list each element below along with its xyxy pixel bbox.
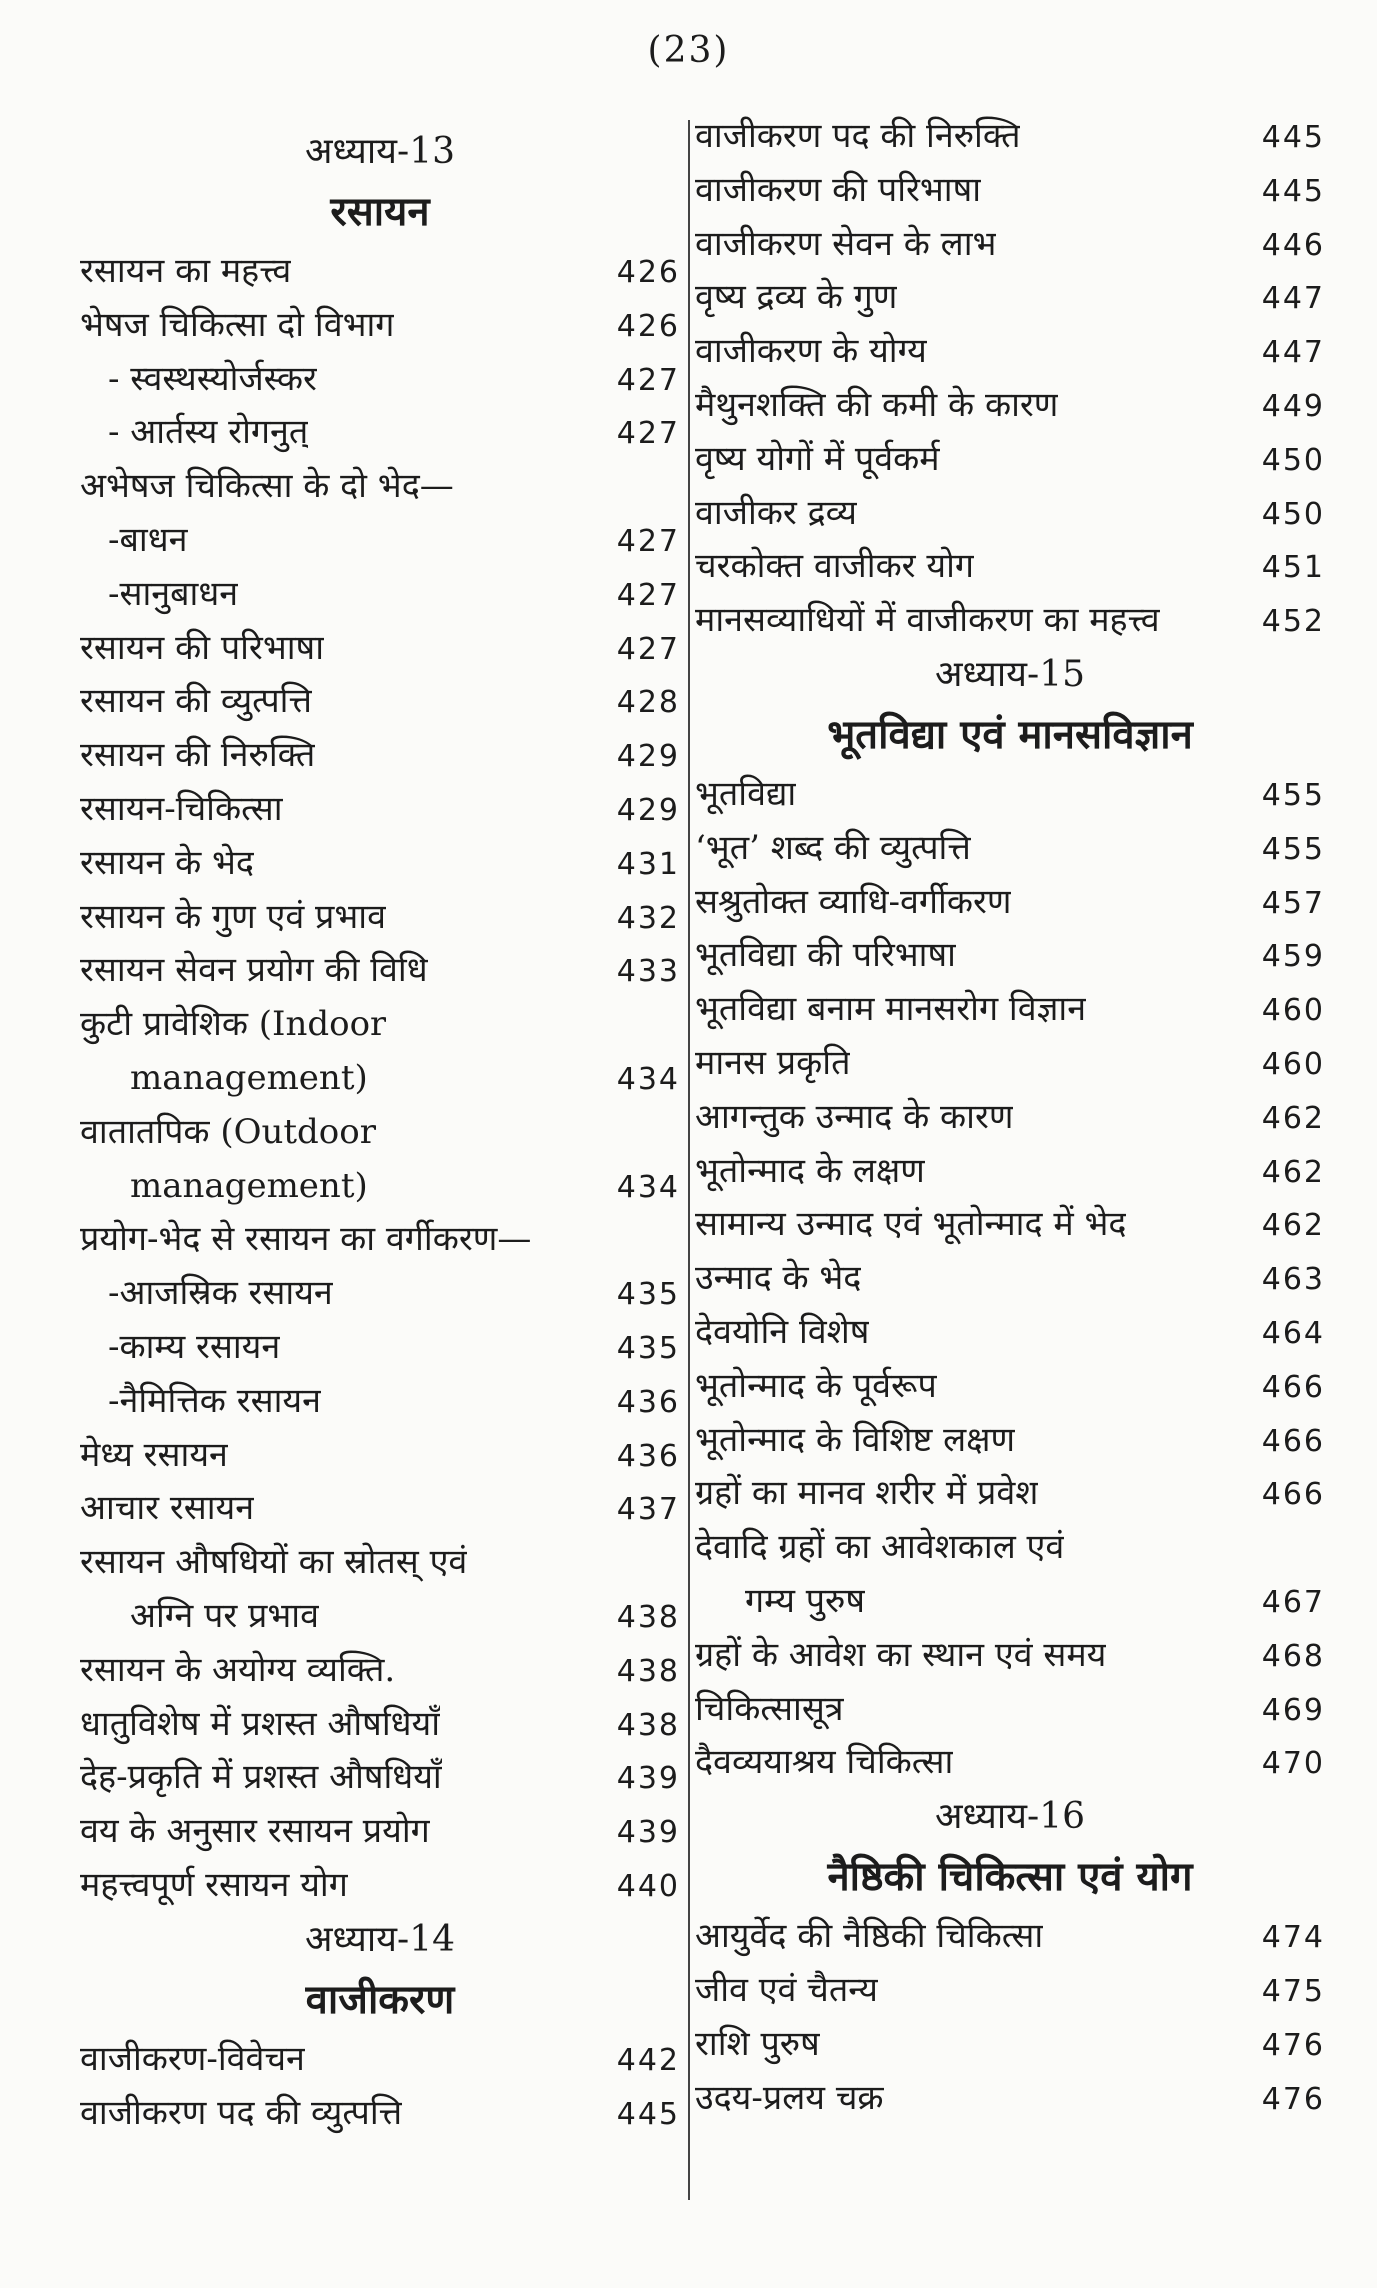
toc-entry bbox=[695, 1145, 1325, 1199]
toc-entry bbox=[695, 1910, 1325, 1964]
toc-entry bbox=[80, 1375, 680, 1429]
toc-entry-page: 466 bbox=[1261, 1369, 1325, 1405]
toc-entry-page: 445 bbox=[1261, 120, 1325, 155]
toc-entry-label: भूतोन्माद के पूर्वरूप bbox=[695, 1365, 937, 1406]
toc-entry-page: 474 bbox=[1261, 1920, 1325, 1956]
toc-entry-page: 433 bbox=[616, 954, 680, 990]
toc-entry-page: 435 bbox=[616, 1277, 680, 1313]
toc-entry-label: वाजीकरण की परिभाषा bbox=[695, 169, 982, 210]
toc-entry bbox=[695, 1037, 1325, 1091]
column-divider bbox=[688, 120, 690, 2200]
toc-entry bbox=[80, 1698, 680, 1752]
toc-entry-page: 439 bbox=[616, 1761, 680, 1797]
toc-entry-page: 462 bbox=[1261, 1100, 1325, 1136]
toc-entry bbox=[80, 1859, 680, 1913]
toc-entry-label: वाजीकरण के योग्य bbox=[695, 331, 927, 372]
toc-entry bbox=[80, 891, 680, 945]
chapter-13-entries bbox=[80, 245, 680, 1913]
toc-entry-label: management) bbox=[130, 1165, 368, 1206]
toc-entry-label: आचार रसायन bbox=[80, 1488, 255, 1529]
toc-entry-label: मेध्य रसायन bbox=[80, 1434, 228, 1475]
toc-entry-page: 466 bbox=[1261, 1423, 1325, 1459]
toc-entry bbox=[695, 768, 1325, 822]
toc-entry-page: 475 bbox=[1261, 1973, 1325, 2009]
toc-entry-page: 426 bbox=[616, 255, 680, 290]
toc-entry bbox=[80, 406, 680, 460]
toc-entry-label: रसायन औषधियों का स्रोतस् एवं bbox=[80, 1542, 468, 1583]
toc-entry bbox=[80, 675, 680, 729]
toc-entry-page: 436 bbox=[616, 1384, 680, 1420]
toc-entry-page: 426 bbox=[616, 308, 680, 344]
toc-entry-label: -नैमित्तिक रसायन bbox=[108, 1380, 322, 1421]
toc-entry-page: 451 bbox=[1261, 550, 1325, 586]
toc-entry-page: 446 bbox=[1261, 227, 1325, 263]
toc-entry-page: 476 bbox=[1261, 2027, 1325, 2063]
toc-entry bbox=[695, 2072, 1325, 2126]
toc-entry-page: 450 bbox=[1261, 496, 1325, 532]
toc-entry bbox=[80, 1213, 680, 1267]
toc-entry-page: 460 bbox=[1261, 993, 1325, 1029]
toc-entry bbox=[695, 1091, 1325, 1145]
toc-entry-page: 447 bbox=[1261, 281, 1325, 317]
chapter-15-entries bbox=[695, 768, 1325, 1790]
toc-entry-page: 455 bbox=[1261, 777, 1325, 813]
toc-entry bbox=[80, 1106, 680, 1160]
toc-entry-label: उन्माद के भेद bbox=[695, 1258, 862, 1299]
toc-entry-label: धातुविशेष में प्रशस्त औषधियाँ bbox=[80, 1703, 441, 1744]
toc-entry-page: 470 bbox=[1261, 1746, 1325, 1782]
toc-entry-page: 447 bbox=[1261, 335, 1325, 371]
toc-entry-label: दैवव्ययाश्रय चिकित्सा bbox=[695, 1742, 954, 1783]
toc-entry-page: 462 bbox=[1261, 1154, 1325, 1190]
chapter-13-number: अध्याय-13 bbox=[304, 131, 456, 172]
toc-entry bbox=[695, 1683, 1325, 1737]
toc-entry bbox=[80, 245, 680, 299]
toc-entry bbox=[80, 514, 680, 568]
toc-entry bbox=[80, 2033, 680, 2087]
toc-entry bbox=[695, 379, 1325, 433]
toc-entry-label: गम्य पुरुष bbox=[745, 1580, 866, 1621]
toc-entry-page: 457 bbox=[1261, 885, 1325, 921]
toc-entry bbox=[695, 1306, 1325, 1360]
toc-entry-label: रसायन का महत्त्व bbox=[80, 251, 292, 291]
toc-entry-label: अग्नि पर प्रभाव bbox=[130, 1595, 319, 1636]
toc-entry-page: 476 bbox=[1261, 2081, 1325, 2117]
toc-entry-label: भेषज चिकित्सा दो विभाग bbox=[80, 304, 395, 345]
toc-entry-label: रसायन की परिभाषा bbox=[80, 627, 325, 668]
toc-entry-label: चिकित्सासूत्र bbox=[695, 1688, 844, 1729]
toc-entry-label: रसायन की व्युत्पत्ति bbox=[80, 681, 312, 722]
toc-entry-label: राशि पुरुष bbox=[695, 2023, 820, 2064]
toc-entry-label: आयुर्वेद की नैष्ठिकी चिकित्सा bbox=[695, 1916, 1044, 1957]
toc-entry bbox=[80, 1482, 680, 1536]
chapter-14-entries bbox=[80, 2033, 680, 2141]
toc-entry-page: 438 bbox=[616, 1707, 680, 1743]
toc-entry bbox=[695, 487, 1325, 541]
toc-entry bbox=[695, 110, 1325, 164]
toc-entry bbox=[80, 2087, 680, 2141]
toc-entry-label: मानसव्याधियों में वाजीकरण का महत्त्व bbox=[695, 600, 1160, 641]
toc-entry-label: रसायन के अयोग्य व्यक्ति. bbox=[80, 1649, 396, 1690]
toc-entry-page: 466 bbox=[1261, 1477, 1325, 1513]
toc-entry bbox=[80, 729, 680, 783]
toc-entry-label: महत्त्वपूर्ण रसायन योग bbox=[80, 1864, 348, 1905]
toc-entry-label: भूतविद्या की परिभाषा bbox=[695, 935, 956, 976]
chapter-15-title: भूतविद्या एवं मानसविज्ञान bbox=[827, 710, 1193, 758]
toc-entry-page: 437 bbox=[616, 1492, 680, 1528]
toc-entry-label: ग्रहों के आवेश का स्थान एवं समय bbox=[695, 1634, 1107, 1675]
toc-entry bbox=[80, 1321, 680, 1375]
toc-entry-page: 445 bbox=[616, 2096, 680, 2132]
toc-entry-page: 467 bbox=[1261, 1584, 1325, 1620]
toc-entry-label: मैथुनशक्ति की कमी के कारण bbox=[695, 384, 1059, 425]
toc-entry bbox=[80, 998, 680, 1052]
toc-entry-label: देह-प्रकृति में प्रशस्त औषधियाँ bbox=[80, 1757, 442, 1798]
toc-entry-page: 439 bbox=[616, 1815, 680, 1851]
toc-entry bbox=[695, 540, 1325, 594]
toc-entry-label: वृष्य द्रव्य के गुण bbox=[695, 277, 898, 318]
toc-entry bbox=[80, 1751, 680, 1805]
toc-entry bbox=[695, 1521, 1325, 1575]
toc-entry-label: अभेषज चिकित्सा के दो भेद— bbox=[80, 466, 454, 507]
toc-entry-page: 438 bbox=[616, 1653, 680, 1689]
toc-entry-label: भूतोन्माद के विशिष्ट लक्षण bbox=[695, 1419, 1016, 1460]
toc-entry-page: 440 bbox=[616, 1868, 680, 1904]
toc-entry bbox=[695, 1360, 1325, 1414]
toc-entry bbox=[695, 1575, 1325, 1629]
toc-entry-label: रसायन के गुण एवं प्रभाव bbox=[80, 896, 387, 937]
toc-entry bbox=[695, 1252, 1325, 1306]
toc-entry-page: 428 bbox=[616, 685, 680, 721]
toc-entry bbox=[80, 1805, 680, 1859]
toc-entry bbox=[80, 460, 680, 514]
toc-entry-label: भूतविद्या बनाम मानसरोग विज्ञान bbox=[695, 989, 1087, 1030]
toc-entry-page: 450 bbox=[1261, 442, 1325, 478]
chapter-14-entries-continued bbox=[695, 110, 1325, 648]
toc-entry-page: 455 bbox=[1261, 831, 1325, 867]
toc-entry bbox=[80, 1429, 680, 1483]
toc-entry-page: 460 bbox=[1261, 1046, 1325, 1082]
toc-entry bbox=[80, 568, 680, 622]
toc-entry-label: रसायन के भेद bbox=[80, 842, 254, 883]
toc-entry-label: देवादि ग्रहों का आवेशकाल एवं bbox=[695, 1527, 1065, 1568]
chapter-14-title: वाजीकरण bbox=[305, 1975, 455, 2023]
toc-entry-page: 429 bbox=[616, 792, 680, 828]
toc-entry bbox=[695, 594, 1325, 648]
toc-entry-page: 445 bbox=[1261, 173, 1325, 209]
toc-entry-page: 429 bbox=[616, 739, 680, 775]
toc-entry-label: वृष्य योगों में पूर्वकर्म bbox=[695, 438, 940, 479]
toc-entry-label: वातातपिक (Outdoor bbox=[80, 1111, 376, 1152]
toc-entry-page: 438 bbox=[616, 1599, 680, 1635]
toc-entry bbox=[695, 822, 1325, 876]
toc-entry bbox=[80, 299, 680, 353]
toc-entry bbox=[695, 218, 1325, 272]
toc-entry-label: भूतोन्माद के लक्षण bbox=[695, 1150, 925, 1191]
toc-entry-page: 434 bbox=[616, 1169, 680, 1205]
toc-entry bbox=[695, 2018, 1325, 2072]
toc-entry-label: सामान्य उन्माद एवं भूतोन्माद में भेद bbox=[695, 1204, 1127, 1245]
toc-entry-page: 462 bbox=[1261, 1208, 1325, 1244]
toc-entry bbox=[695, 929, 1325, 983]
toc-entry bbox=[695, 325, 1325, 379]
toc-entry bbox=[695, 164, 1325, 218]
toc-entry bbox=[80, 353, 680, 407]
toc-entry bbox=[695, 271, 1325, 325]
toc-entry bbox=[695, 433, 1325, 487]
toc-entry-label: सश्रुतोक्त व्याधि-वर्गीकरण bbox=[695, 881, 1012, 922]
toc-entry-label: -काम्य रसायन bbox=[108, 1326, 281, 1367]
toc-entry-page: 427 bbox=[616, 631, 680, 667]
toc-entry-label: वाजीकरण पद की निरुक्ति bbox=[695, 116, 1021, 156]
toc-entry bbox=[80, 1590, 680, 1644]
toc-entry-label: भूतविद्या bbox=[695, 773, 797, 814]
toc-entry-page: 468 bbox=[1261, 1638, 1325, 1674]
toc-entry-page: 464 bbox=[1261, 1315, 1325, 1351]
toc-entry-label: वाजीकरण-विवेचन bbox=[80, 2038, 305, 2079]
toc-entry-label: वाजीकरण सेवन के लाभ bbox=[695, 223, 997, 264]
toc-entry-label: जीव एवं चैतन्य bbox=[695, 1969, 878, 2010]
toc-entry-label: -सानुबाधन bbox=[108, 573, 239, 614]
toc-entry-page: 469 bbox=[1261, 1692, 1325, 1728]
toc-entry-label: management) bbox=[130, 1057, 368, 1098]
chapter-14-number: अध्याय-14 bbox=[304, 1918, 456, 1960]
toc-entry-page: 431 bbox=[616, 846, 680, 882]
toc-entry-label: उदय-प्रलय चक्र bbox=[695, 2077, 884, 2118]
chapter-16-entries bbox=[695, 1910, 1325, 2125]
chapter-15-number: अध्याय-15 bbox=[934, 653, 1086, 695]
toc-entry bbox=[695, 876, 1325, 930]
toc-entry-label: मानस प्रकृति bbox=[695, 1042, 851, 1083]
toc-entry bbox=[80, 1536, 680, 1590]
toc-entry-page: 435 bbox=[616, 1330, 680, 1366]
toc-entry bbox=[695, 1467, 1325, 1521]
toc-entry-page: 427 bbox=[616, 523, 680, 559]
toc-entry-label: रसायन-चिकित्सा bbox=[80, 788, 283, 829]
toc-entry-page: 427 bbox=[616, 577, 680, 613]
toc-entry bbox=[80, 944, 680, 998]
toc-entry-label: देवयोनि विशेष bbox=[695, 1311, 870, 1352]
toc-entry bbox=[695, 1198, 1325, 1252]
toc-entry-label: आगन्तुक उन्माद के कारण bbox=[695, 1096, 1014, 1137]
page-number: (23) bbox=[647, 30, 730, 71]
toc-entry bbox=[80, 837, 680, 891]
toc-entry-page: 452 bbox=[1261, 604, 1325, 640]
toc-entry-label: -आजस्रिक रसायन bbox=[108, 1273, 333, 1314]
left-column bbox=[80, 125, 680, 2140]
toc-entry-page: 432 bbox=[616, 900, 680, 936]
toc-entry bbox=[80, 1052, 680, 1106]
toc-entry-page: 463 bbox=[1261, 1262, 1325, 1298]
chapter-16-title: नैष्ठिकी चिकित्सा एवं योग bbox=[827, 1853, 1193, 1901]
toc-entry bbox=[695, 1736, 1325, 1790]
toc-entry-page: 436 bbox=[616, 1438, 680, 1474]
toc-entry bbox=[80, 622, 680, 676]
toc-entry-page: 427 bbox=[616, 362, 680, 398]
toc-entry-label: वाजीकर द्रव्य bbox=[695, 492, 857, 533]
toc-entry bbox=[80, 1267, 680, 1321]
toc-entry bbox=[695, 1629, 1325, 1683]
toc-entry-label: कुटी प्रावेशिक (Indoor bbox=[80, 1004, 387, 1045]
toc-entry-label: प्रयोग-भेद से रसायन का वर्गीकरण— bbox=[80, 1219, 532, 1260]
toc-entry bbox=[80, 783, 680, 837]
toc-entry bbox=[80, 1160, 680, 1214]
toc-entry bbox=[695, 983, 1325, 1037]
toc-entry bbox=[80, 1644, 680, 1698]
toc-entry-label: चरकोक्त वाजीकर योग bbox=[695, 546, 975, 587]
toc-entry-label: वय के अनुसार रसायन प्रयोग bbox=[80, 1811, 430, 1852]
toc-entry-page: 442 bbox=[616, 2042, 680, 2078]
toc-entry-label: रसायन की निरुक्ति bbox=[80, 735, 316, 776]
toc-entry-label: ग्रहों का मानव शरीर में प्रवेश bbox=[695, 1473, 1039, 1514]
toc-entry-label: - आर्तस्य रोगनुत् bbox=[108, 412, 309, 453]
chapter-13-title: रसायन bbox=[330, 188, 430, 235]
chapter-16-number: अध्याय-16 bbox=[934, 1796, 1086, 1838]
toc-entry-page: 427 bbox=[616, 416, 680, 452]
toc-entry-label: ‘भूत’ शब्द की व्युत्पत्ति bbox=[695, 827, 971, 868]
toc-entry-page: 459 bbox=[1261, 939, 1325, 975]
toc-entry-label: रसायन सेवन प्रयोग की विधि bbox=[80, 950, 428, 991]
toc-entry-page: 434 bbox=[616, 1061, 680, 1097]
toc-entry bbox=[695, 1414, 1325, 1468]
toc-entry-label: - स्वस्थस्योर्जस्कर bbox=[108, 358, 317, 399]
toc-entry-label: वाजीकरण पद की व्युत्पत्ति bbox=[80, 2092, 403, 2133]
right-column bbox=[695, 110, 1325, 2125]
toc-entry-page: 449 bbox=[1261, 388, 1325, 424]
toc-entry-label: -बाधन bbox=[108, 519, 188, 560]
toc-entry bbox=[695, 1964, 1325, 2018]
